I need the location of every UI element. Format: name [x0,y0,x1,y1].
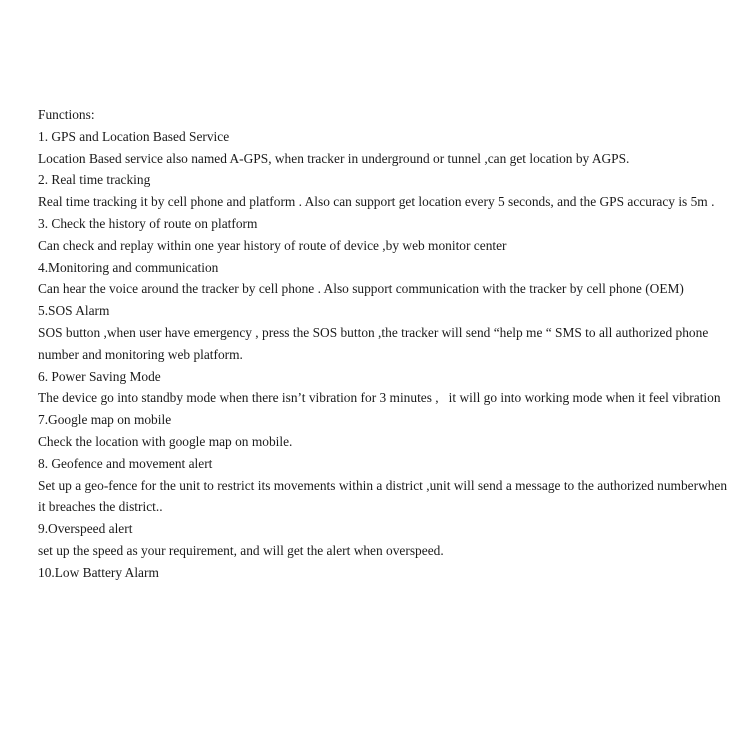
section-title-low-battery: 10.Low Battery Alarm [38,564,159,580]
section-title-geofence: 8. Geofence and movement alert [38,455,213,471]
section-body-geofence: Set up a geo-fence for the unit to restrict its movements within a district ,unit will send a message to the authorized numberwhen it breaches the district.. [38,477,728,515]
section-title-gps-lbs: 1. GPS and Location Based Service [38,128,230,144]
section-body-gps-lbs: Location Based service also named A-GPS, when tracker in underground or tunnel ,can get location by AGPS. [38,150,630,166]
section-title-google-map: 7.Google map on mobile [38,412,172,428]
section-body-route-history: Can check and replay within one year history of route of device ,by web monitor center [38,237,507,253]
section-title-power-saving: 6. Power Saving Mode [38,368,161,384]
section-title-monitoring: 4.Monitoring and communication [38,259,219,275]
section-title-route-history: 3. Check the history of route on platform [38,215,258,231]
functions-document [38,104,728,584]
section-body-sos-alarm: SOS button ,when user have emergency , press the SOS button ,the tracker will send “help me “ SMS to all authorized phone number and monitoring web platform. [38,324,709,362]
section-title-overspeed: 9.Overspeed alert [38,521,133,537]
section-body-google-map: Check the location with google map on mobile. [38,433,293,449]
section-body-overspeed: set up the speed as your requirement, and will get the alert when overspeed. [38,542,444,558]
section-body-monitoring: Can hear the voice around the tracker by cell phone . Also support communication with the tracker by cell phone (OEM) [38,281,684,297]
section-title-real-time-tracking: 2. Real time tracking [38,172,151,188]
document-heading: Functions: [38,107,95,122]
section-title-sos-alarm: 5.SOS Alarm [38,303,110,319]
section-body-power-saving: The device go into standby mode when there isn’t vibration for 3 minutes , it will go into working mode when it feel vibration [38,390,721,406]
section-body-real-time-tracking: Real time tracking it by cell phone and platform . Also can support get location every 5 seconds, and the GPS accuracy is 5m . [38,194,715,210]
